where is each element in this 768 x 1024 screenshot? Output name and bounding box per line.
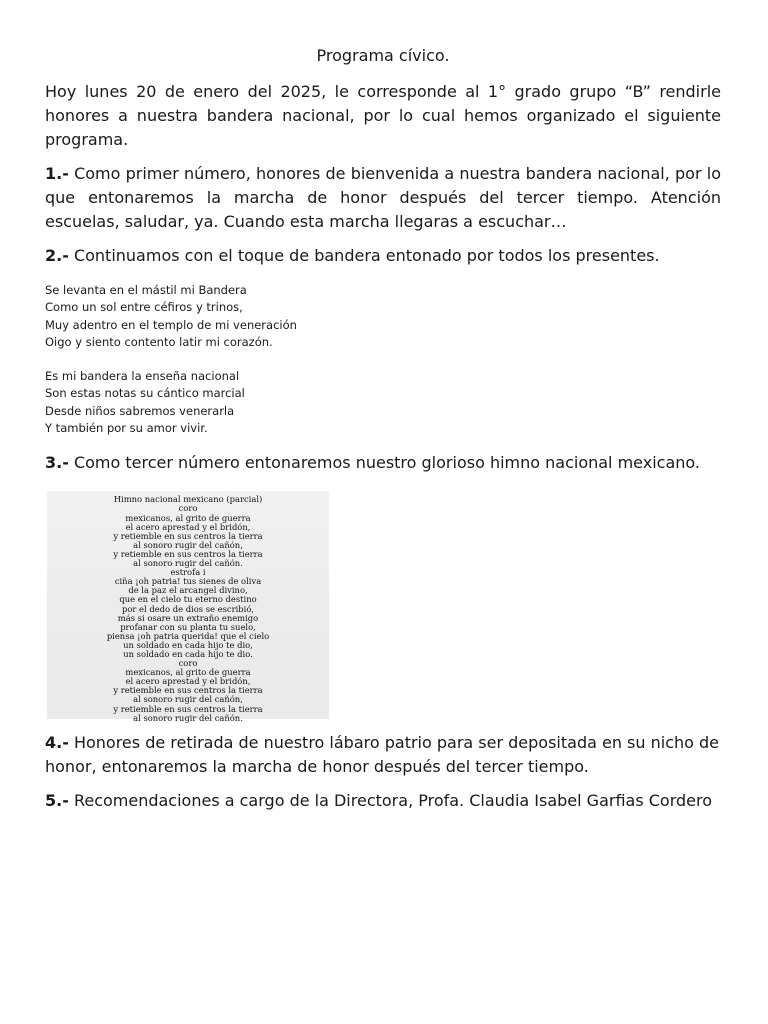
- document-title: Programa cívico.: [316, 46, 450, 65]
- item-number: 5.-: [45, 791, 69, 811]
- himno-line: ciña ¡oh patria! tus sienes de oliva: [114, 576, 262, 587]
- program-item-2: [45, 244, 721, 268]
- lyric-line: Como un sol entre céfiros y trinos,: [45, 300, 243, 315]
- item-number: 2.-: [45, 246, 69, 265]
- program-item-3: [45, 451, 721, 475]
- himno-line: al sonoro rugir del cañón.: [133, 712, 243, 723]
- lyrics-stanza: [45, 282, 721, 351]
- lyric-line: Son estas notas su cántico marcial: [45, 386, 245, 401]
- lyric-line: Se levanta en el mástil mi Bandera: [45, 283, 247, 297]
- himno-line: el acero aprestad y el bridón,: [125, 521, 251, 532]
- himno-line: coro: [178, 503, 198, 514]
- item-text: Como tercer número entonaremos nuestro glorioso himno nacional mexicano.: [68, 453, 700, 473]
- himno-line: mexicanos, al grito de guerra: [125, 667, 251, 678]
- himno-line: piensa ¡oh patria querida! que el cielo: [106, 630, 270, 641]
- himno-line: profanar con su planta tu suelo,: [120, 621, 256, 632]
- himno-line: que en el cielo tu eterno destino: [119, 594, 257, 605]
- item-text: Como primer número, honores de bienvenida a nuestra bandera nacional, por lo que entonaremos la marcha de honor después del tercer tiempo. Atención escuelas, saludar, ya. Cuando esta marcha llegaras a escuchar…: [45, 164, 721, 231]
- himno-nacional-image: [47, 491, 329, 723]
- himno-line: y retiemble en sus centros la tierra: [113, 685, 263, 696]
- himno-line: al sonoro rugir del cañón,: [133, 694, 243, 705]
- item-text: Honores de retirada de nuestro lábaro patrio para ser depositada en su nicho de honor, entonaremos la marcha de honor después del tercer tiempo.: [45, 733, 720, 777]
- himno-line: estrofa i: [170, 567, 206, 578]
- program-item-1: [45, 162, 721, 234]
- himno-line: de la paz el arcangel divino,: [128, 585, 248, 596]
- himno-line: al sonoro rugir del cañón,: [133, 539, 243, 550]
- lyric-line: Y también por su amor vivir.: [45, 421, 208, 436]
- program-item-4: [45, 731, 721, 779]
- item-number: 4.-: [45, 733, 69, 753]
- item-text: Continuamos con el toque de bandera entonado por todos los presentes.: [68, 246, 660, 265]
- himno-line: coro: [178, 658, 198, 669]
- himno-line: un soldado en cada hijo te dio.: [123, 648, 253, 659]
- lyric-line: Es mi bandera la enseña nacional: [45, 369, 240, 384]
- himno-line: Himno nacional mexicano (parcial): [113, 494, 263, 505]
- himno-line: y retiemble en sus centros la tierra: [113, 548, 263, 559]
- item-text: Recomendaciones a cargo de la Directora, Profa. Claudia Isabel Garfias Cordero: [68, 791, 713, 811]
- document-page: [45, 44, 721, 823]
- item-number: 1.-: [45, 164, 69, 183]
- lyric-line: Oigo y siento contento latir mi corazón.: [45, 334, 273, 349]
- himno-line: un soldado en cada hijo te dio,: [123, 639, 253, 650]
- himno-line: y retiemble en sus centros la tierra: [113, 703, 263, 714]
- intro-paragraph: Hoy lunes 20 de enero del 2025, le corresponde al 1° grado grupo “B” rendirle honores a nuestra bandera nacional, por lo cual hemos organizado el siguiente programa.: [45, 82, 721, 149]
- program-item-5: [45, 789, 721, 813]
- himno-line: más si osare un extraño enemigo: [117, 612, 259, 623]
- himno-line: al sonoro rugir del cañón.: [133, 558, 243, 569]
- toque-de-bandera-lyrics: [45, 282, 721, 437]
- himno-line: y retiemble en sus centros la tierra: [113, 530, 263, 541]
- lyric-line: Desde niños sabremos venerarla: [45, 403, 235, 418]
- himno-line: el acero aprestad y el bridón,: [125, 676, 251, 687]
- himno-line: mexicanos, al grito de guerra: [125, 512, 251, 523]
- item-number: 3.-: [45, 453, 69, 473]
- lyric-line: Muy adentro en el templo de mi veneración: [45, 317, 297, 332]
- lyrics-stanza: [45, 368, 721, 437]
- himno-line: por el dedo de dios se escribió,: [121, 603, 255, 614]
